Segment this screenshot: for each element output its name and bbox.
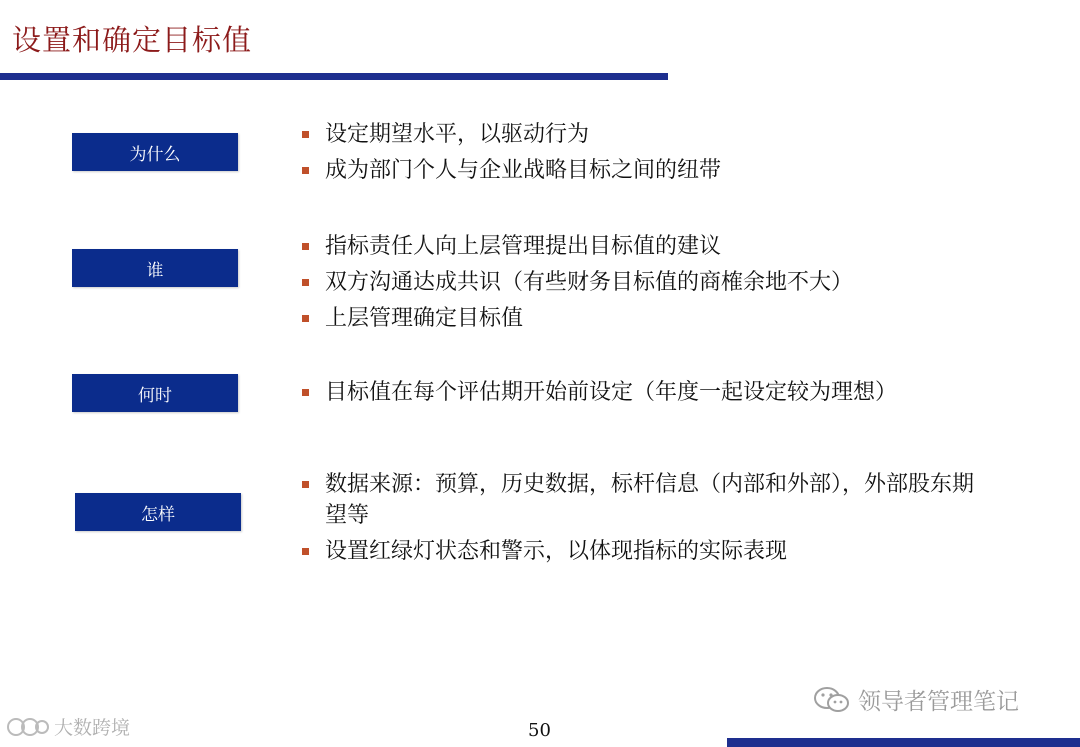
bullet-text: 目标值在每个评估期开始前设定（年度一起设定较为理想）	[325, 380, 898, 405]
page-title: 设置和确定目标值	[12, 23, 253, 57]
bullet-icon	[302, 315, 309, 322]
logo-icon	[6, 715, 50, 739]
watermark-right	[812, 683, 1019, 716]
section-bullets-who	[300, 231, 1000, 339]
section-label-how: 怎样	[75, 493, 241, 531]
list-item	[300, 155, 1000, 186]
list-item	[300, 536, 980, 567]
footer-bar	[727, 738, 1080, 747]
bullet-text: 设定期望水平，以驱动行为	[325, 122, 590, 147]
bullet-icon	[302, 131, 309, 138]
list-item	[300, 119, 1000, 150]
section-bullets-how	[300, 469, 980, 572]
watermark-left	[6, 713, 130, 740]
page-number: 50	[528, 720, 551, 741]
list-item	[300, 469, 980, 531]
title-underline	[0, 73, 668, 80]
list-item	[300, 267, 1000, 298]
bullet-text: 设置红绿灯状态和警示，以体现指标的实际表现	[325, 539, 788, 564]
bullet-text: 指标责任人向上层管理提出目标值的建议	[325, 234, 722, 259]
list-item	[300, 231, 1000, 262]
bullet-text: 成为部门个人与企业战略目标之间的纽带	[325, 158, 722, 183]
bullet-text: 双方沟通达成共识（有些财务目标值的商榷余地不大）	[325, 270, 854, 295]
list-item	[300, 303, 1000, 334]
list-item	[300, 377, 1000, 408]
watermark-right-text: 领导者管理笔记	[858, 689, 1019, 715]
bullet-icon	[302, 481, 309, 488]
section-bullets-when	[300, 377, 1000, 413]
bullet-text: 数据来源：预算，历史数据，标杆信息（内部和外部），外部股东期望等	[325, 472, 975, 528]
section-bullets-why	[300, 119, 1000, 191]
section-label-when: 何时	[72, 374, 238, 412]
bullet-icon	[302, 279, 309, 286]
bullet-icon	[302, 243, 309, 250]
watermark-left-text: 大数跨境	[54, 717, 131, 739]
bullet-text: 上层管理确定目标值	[325, 306, 524, 331]
bullet-icon	[302, 389, 309, 396]
bullet-icon	[302, 167, 309, 174]
section-label-who: 谁	[72, 249, 238, 287]
bullet-icon	[302, 548, 309, 555]
wechat-icon	[812, 685, 852, 715]
section-label-why: 为什么	[72, 133, 238, 171]
